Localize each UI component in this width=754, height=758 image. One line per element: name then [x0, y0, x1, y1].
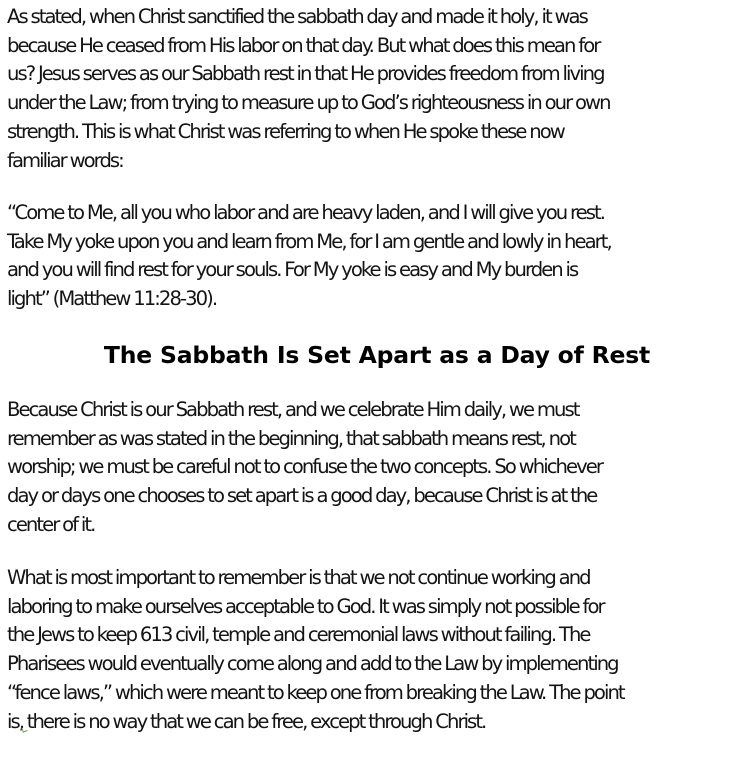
text-line: the Jews to keep 613 civil, temple and ceremonial laws without failing. The [7, 623, 590, 647]
text-line: day or days one chooses to set apart is a good day, because Christ is at the [7, 484, 597, 508]
text-line: strength. This is what Christ was referring to when He spoke these now [7, 119, 564, 143]
text-line: under the Law; from trying to measure up to God’s righteousness in our own [7, 91, 610, 115]
text-line: worship; we must be careful not to confuse the two concepts. So whichever [7, 455, 602, 479]
text-line: center of it. [7, 512, 95, 536]
text-line: and you will find rest for your souls. For My yoke is easy and My burden is [7, 258, 578, 282]
text-line: “fence laws,” which were meant to keep one from breaking the Law. The point [7, 680, 624, 704]
text-line: remember as was stated in the beginning, that sabbath means rest, not [7, 426, 575, 450]
text-line: is, there is no way that we can be free, except through Christ. [7, 709, 486, 733]
text-line: Pharisees would eventually come along and add to the Law by implementing [7, 652, 618, 676]
closing-paragraph [7, 564, 752, 736]
text-line: Because Christ is our Sabbath rest, and we celebrate Him daily, we must [7, 398, 579, 421]
text-line: because He ceased from His labor on that day. But what does this mean for [7, 33, 600, 57]
text-line: As stated, when Christ sanctified the sabbath day and made it holy, it was [7, 5, 587, 28]
body-paragraph [7, 396, 752, 540]
scripture-quote-paragraph [7, 199, 752, 314]
text-line: What is most important to remember is that we not continue working and [7, 566, 590, 589]
text-line: us? Jesus serves as our Sabbath rest in that He provides freedom from living [7, 62, 604, 86]
text-line: familiar words: [7, 148, 123, 172]
section-heading: The Sabbath Is Set Apart as a Day of Rest [103, 341, 651, 369]
intro-paragraph [7, 3, 752, 175]
text-line: light” (Matthew 11:28-30). [7, 287, 217, 311]
text-line: laboring to make ourselves acceptable to God. It was simply not possible for [7, 594, 604, 618]
text-line: Take My yoke upon you and learn from Me, for I am gentle and lowly in heart, [7, 229, 611, 253]
text-line: “Come to Me, all you who labor and are heavy laden, and I will give you rest. [7, 201, 605, 224]
